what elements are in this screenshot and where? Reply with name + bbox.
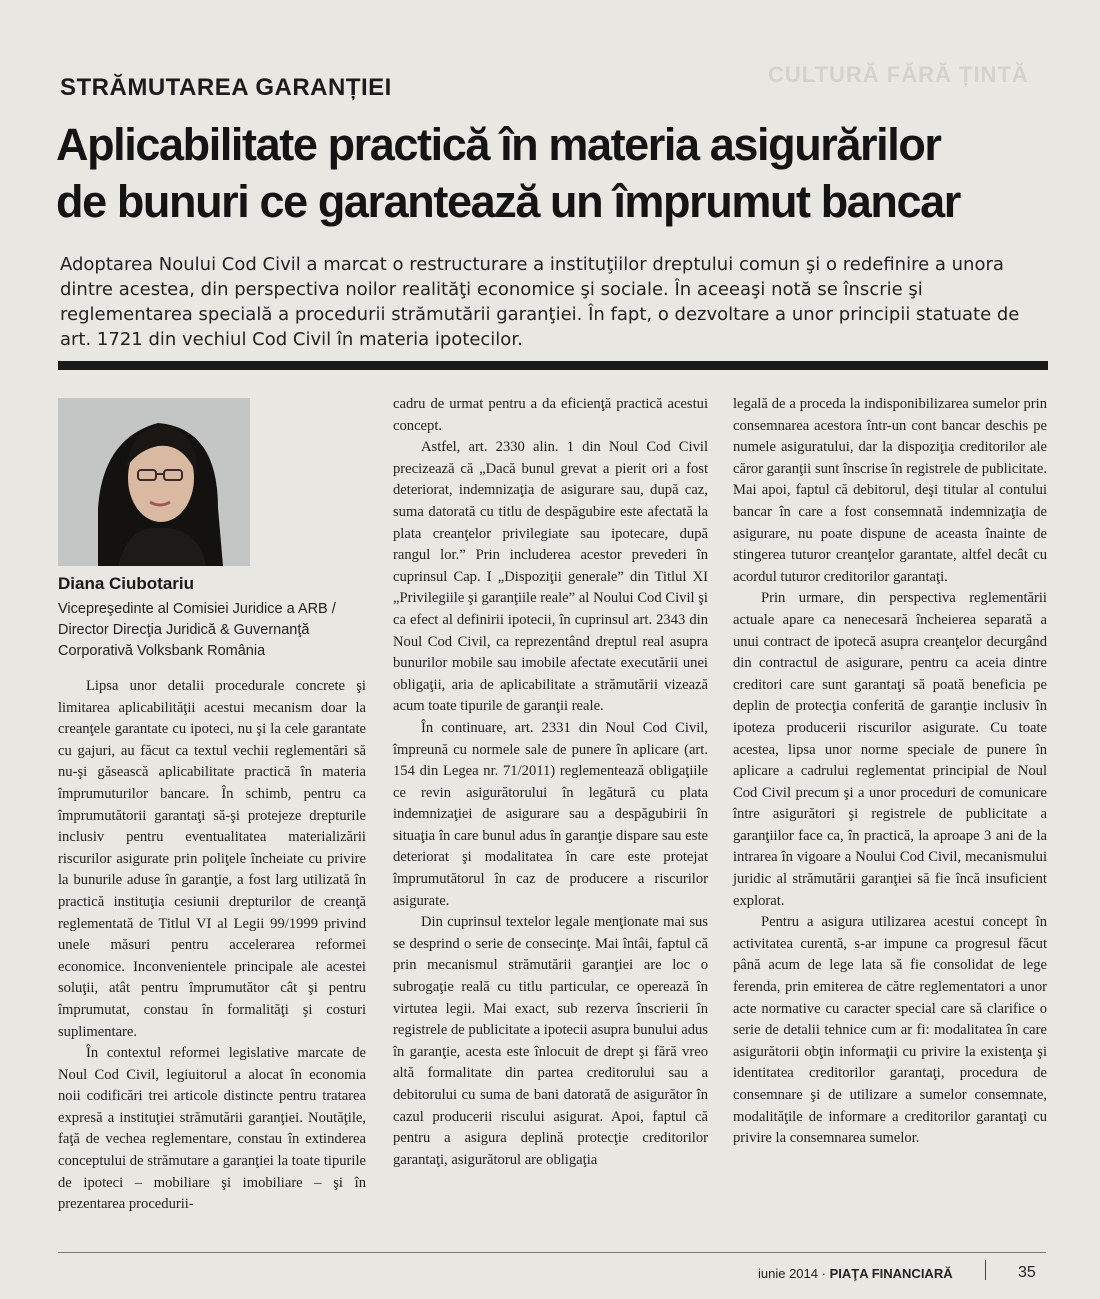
paragraph: În contextul reformei legislative marcate de Noul Cod Civil, legiuitorul a alocat în economia noii codificări trei articole distincte pentru tratarea expresă a instituţiei strămutării garanţiei. Noutăţile, faţă de vechea reglementare, constau în extinderea conceptului de strămutare a garanţiei la toate tipurile de ipoteci – mobiliare şi imobiliare – şi în prezentarea procedurii-: [58, 1045, 366, 1213]
article-lead: Adoptarea Noului Cod Civil a marcat o restructurare a instituţiilor dreptului comun şi o redefinire a unora dintre acestea, din perspectiva noilor realităţi economice şi sociale. În aceeaşi notă se înscrie şi reglementarea specială a procedurii strămutării garanţiei. În fapt, o dezvoltare a unor principii statuate de art. 1721 din vechiul Cod Civil în materia ipotecilor.: [60, 254, 1020, 350]
column-2: [393, 394, 708, 1171]
author-role: [58, 599, 378, 662]
footer-date: iunie 2014 ·: [758, 1266, 826, 1281]
column-3: [733, 394, 1047, 1150]
section-kicker: STRĂMUTAREA GARANȚIEI: [60, 74, 392, 101]
footer-issue: [758, 1266, 953, 1281]
author-role-line: Vicepreşedinte al Comisiei Juridice a ARB /: [58, 601, 336, 617]
bleed-through-text: CULTURĂ FĂRĂ ȚINTĂ: [768, 62, 1029, 87]
page-number: 35: [1018, 1264, 1036, 1281]
author-role-line: Corporativă Volksbank România: [58, 643, 266, 659]
paragraph: cadru de urmat pentru a da eficienţă practică acestui concept.: [393, 396, 708, 434]
footer-separator: [985, 1260, 986, 1280]
footer-rule: [58, 1252, 1046, 1253]
author-photo: [58, 398, 250, 566]
paragraph: În continuare, art. 2331 din Noul Cod Civil, împreună cu normele sale de punere în aplicare (art. 154 din Legea nr. 71/2011) reglementează obligaţiile ce revin asigurătorului în legătură cu plata indemnizaţiei de asigurare sau a despăgubirii în situaţia în care bunul adus în garanţie dispare sau este deteriorat şi modalitatea în care este protejat împrumutătorul în caz de producere a riscurilor asigurate.: [393, 719, 708, 909]
divider-rule: [58, 361, 1048, 370]
paragraph: Prin urmare, din perspectiva reglementării actuale apare ca nenecesară încheierea separată a unui contract de ipotecă asupra creanţelor decurgând din contractul de asigurare, pentru ca aceia dintre creditori care sunt garantaţi să poată beneficia pe deplin de protecţia conferită de garanţie inclusiv în ipoteza producerii riscurilor asigurate. Cu toate acestea, lipsa unor norme speciale de punere în aplicare a cadrului reglementat principial de Noul Cod Civil precum şi a unor proceduri de comunicare între asigurători şi registrele de publicitate a garanţiilor face ca, în practică, la aproape 3 ani de la intrarea în vigoare a Noului Cod Civil, mecanismului juridic al strămutării garanţiei să fie încă insuficient explorat.: [733, 590, 1047, 909]
headline-line-1: Aplicabilitate practică în materia asigurărilor: [56, 119, 941, 170]
paragraph: Lipsa unor detalii procedurale concrete şi limitarea aplicabilităţii acestui mecanism doar la creanţele garantate cu ipoteci, nu şi la cele garantate cu gajuri, au făcut ca textul vechii reglementări să nu-şi găsească aplicabilitate practică în materia împrumuturilor bancare. În schimb, pentru ca împrumutătorii garantaţi să-şi protejeze drepturile inclusiv pentru eventualitatea materializării riscurilor asigurate prin poliţele încheiate cu privire la bunurile aduse în garanţie, a fost larg utilizată în practică instituţia cesiunii drepturilor de creanţă reglementată de Titlul VI al Legii 99/1999 privind unele măsuri pentru accelerarea reformei economice. Inconvenientele principale ale acestei soluţii, atât pentru împrumutător cât şi pentru împrumutat, constau în formalităţi şi costuri suplimentare.: [58, 678, 366, 1040]
paragraph: legală de a proceda la indisponibilizarea sumelor prin consemnarea acestora într-un cont bancar deschis pe numele asiguratului, dar la dispoziţia creditorilor ale căror garanţii sunt înscrise în registrele de publicitate. Mai apoi, faptul că debitorul, deşi titular al contului bancar în care a fost consemnată indemnizaţia de asigurare, nu poate dispune de aceasta înainte de stingerea tuturor creanţelor garantate, altfel decât cu acordul tuturor creditorilor garantaţi.: [733, 396, 1047, 585]
paragraph: Pentru a asigura utilizarea acestui concept în activitatea curentă, s-ar impune ca progresul făcut până acum de lege lata să fie consolidat de lege ferenda, prin emiterea de către reglementatori a unor acte normative cu caracter special care să clarifice o serie de detalii tehnice cum ar fi: modalitatea în care asigurătorii obţin informaţii cu privire la existenţa şi identitatea creditorilor garantaţi, procedura de consemnare şi de utilizare a sumelor consemnate, modalităţile de informare a creditorilor garantaţi cu privire la consemnarea sumelor.: [733, 914, 1047, 1147]
paragraph: Din cuprinsul textelor legale menţionate mai sus se desprind o serie de consecinţe. Mai întâi, faptul că prin mecanismul strămutării garanţiei are loc o subrogaţie reală cu titlu particular, ce operează în virtutea legii. Mai exact, sub rezerva înscrierii în registrele de publicitate a ipotecii asupra bunului adus în garanţie, acesta este înlocuit de drept şi fără vreo altă formalitate din partea creditorului sau a debitorului cu suma de bani datorată de asigurător în cazul producerii riscului asigurat. Apoi, faptul că pentru a asigura deplină protecţie creditorilor garantaţi, asigurătorul are obligaţia: [393, 914, 708, 1168]
headline-line-2: de bunuri ce garantează un împrumut bancar: [56, 176, 960, 227]
article-headline: [56, 116, 1056, 230]
author-name: Diana Ciubotariu: [58, 574, 195, 593]
paragraph: Astfel, art. 2330 alin. 1 din Noul Cod Civil precizează că „Dacă bunul grevat a pierit ori a fost deteriorat, indemnizaţia de asigurare sau, după caz, suma datorată cu titlu de despăgubire este afectată la plata creanţelor privilegiate sau ipotecare, după rangul lor.” Prin includerea acestor prevederi în cuprinsul Cap. I „Dispoziţii generale” din Titlul XI „Privilegiile şi garanţiile reale” al Noului Cod Civil şi ca efect al definirii ipotecii, în cuprinsul art. 2343 din Noul Cod Civil, ca reprezentând dreptul real asupra bunurilor mobile sau imobile afectate executării unei obligaţii, aria de aplicabilitate a strămutării vizează acum toate tipurile de garanţii reale.: [393, 439, 708, 715]
footer-magazine: PIAŢA FINANCIARĂ: [829, 1266, 953, 1281]
column-1: [58, 676, 366, 1216]
author-role-line: Director Direcţia Juridică & Guvernanţă: [58, 622, 310, 638]
